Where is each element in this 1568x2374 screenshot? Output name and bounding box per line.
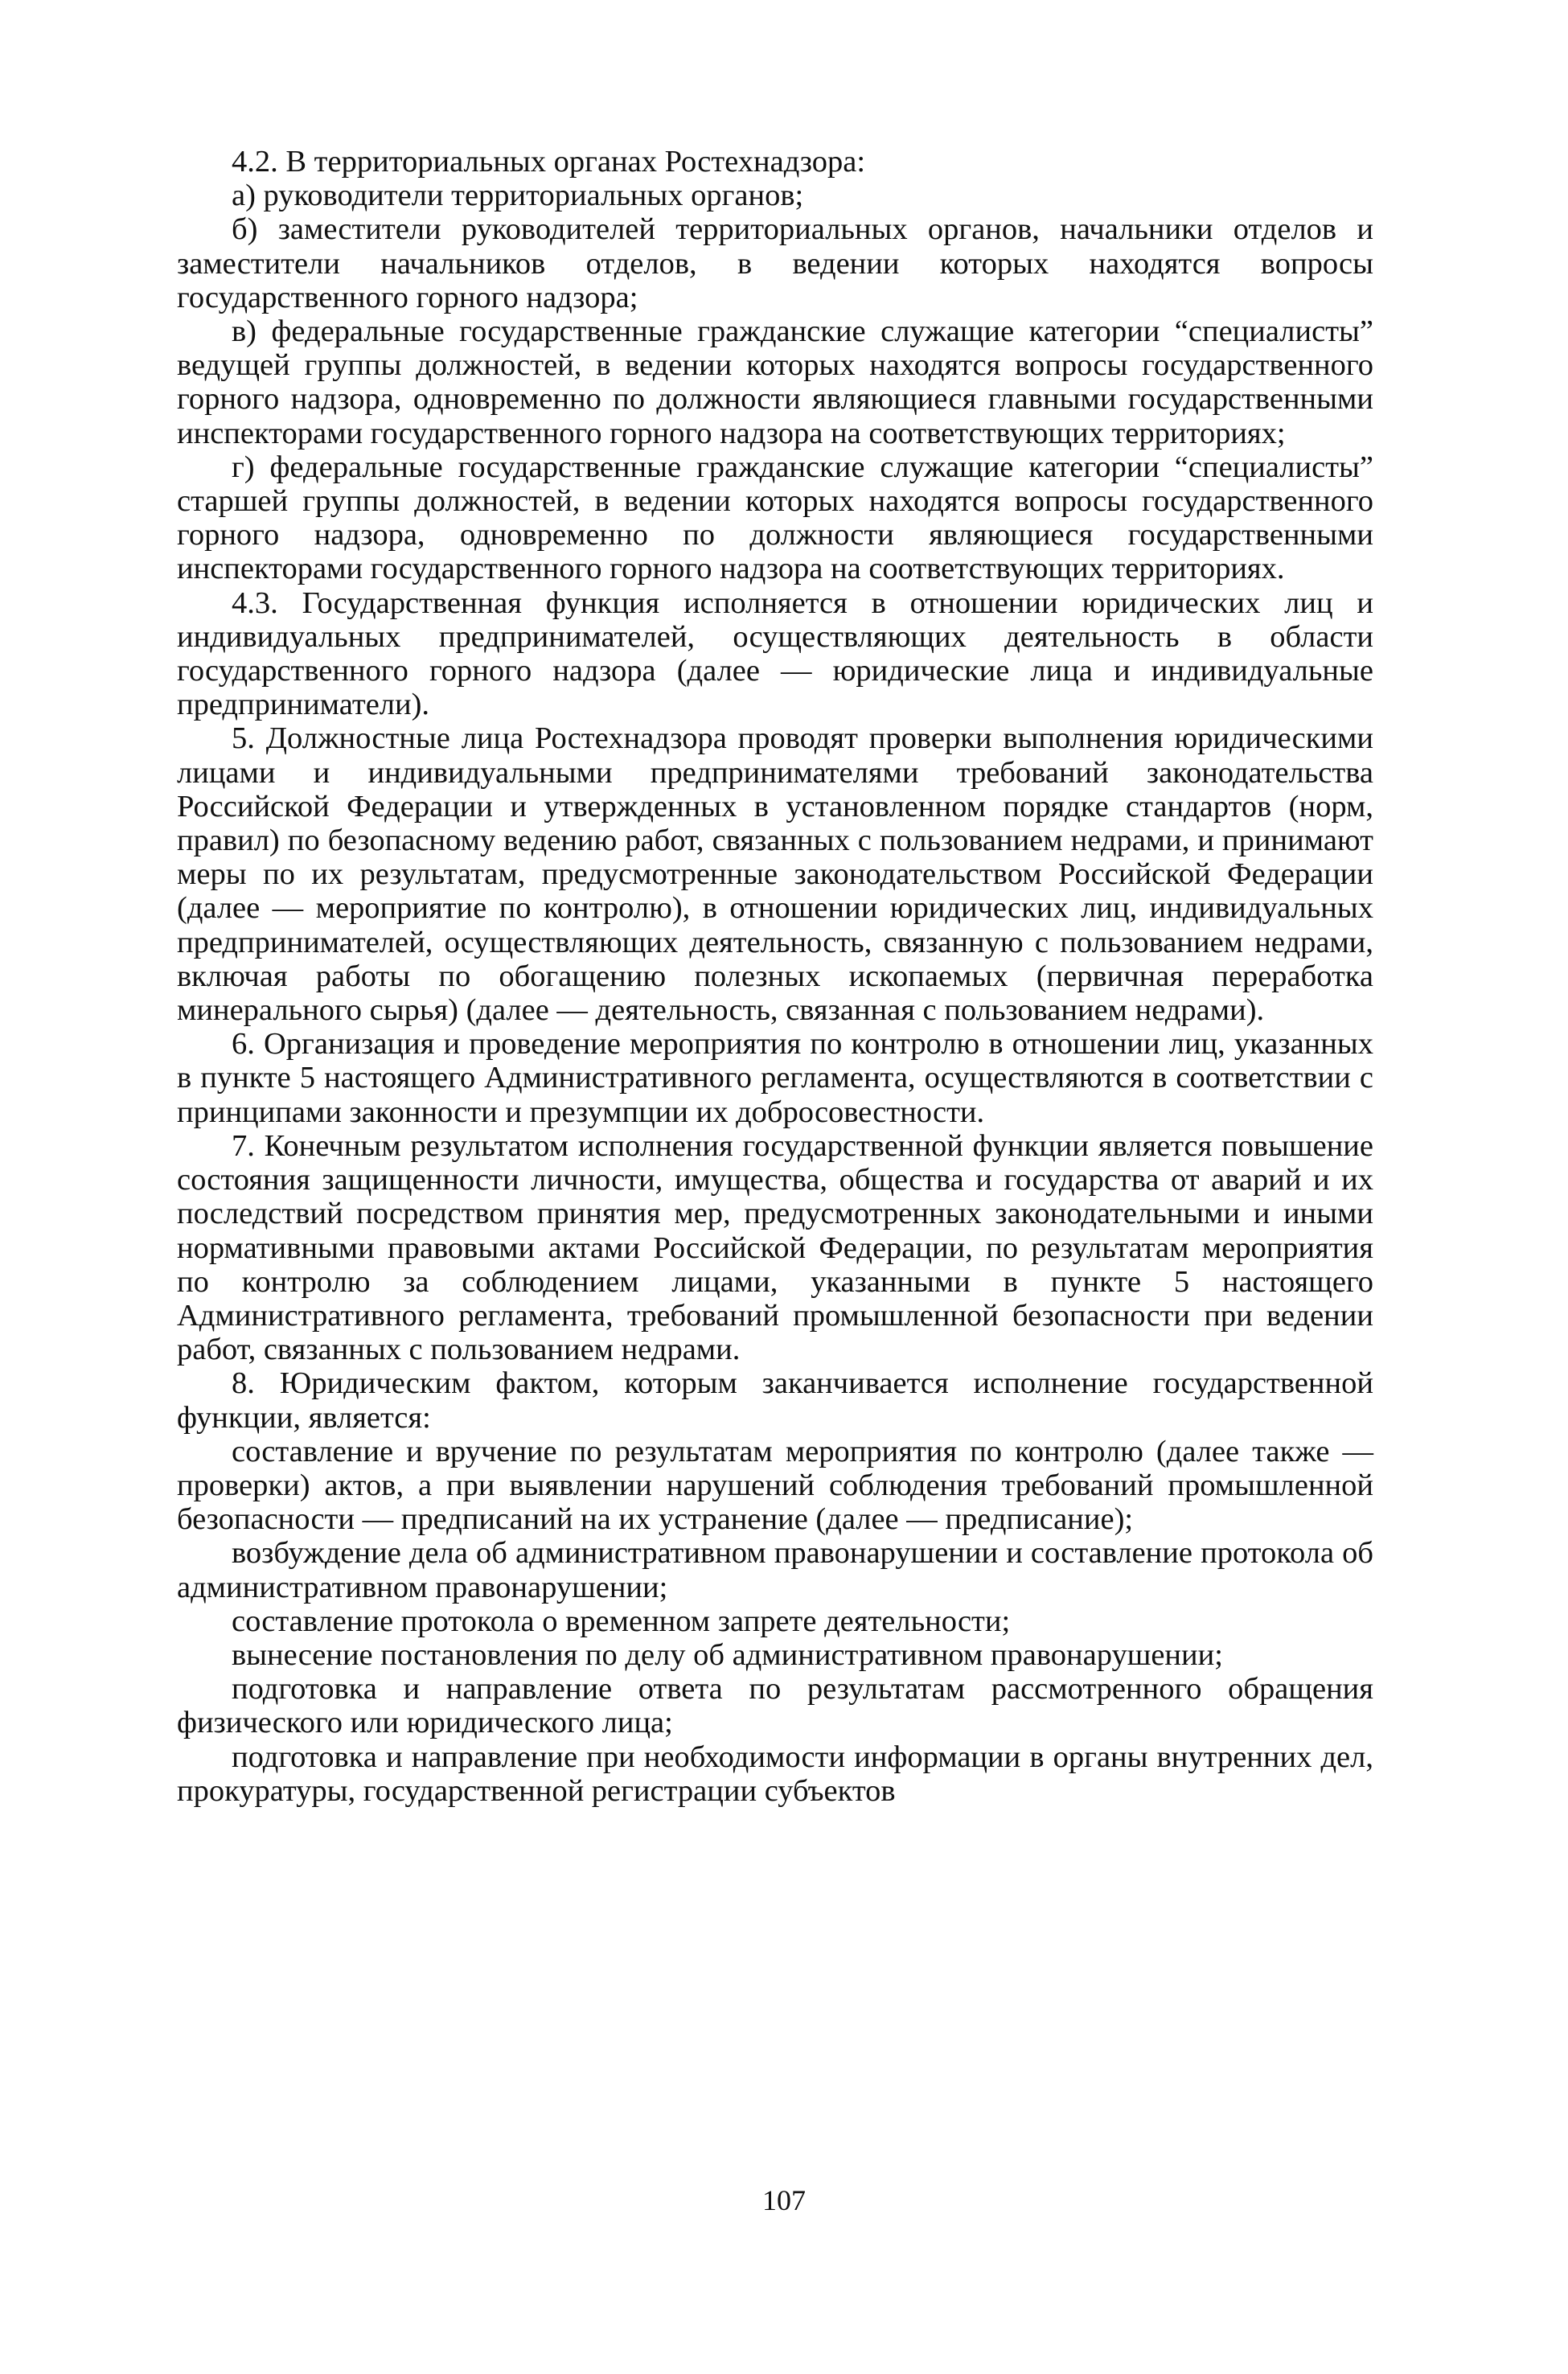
paragraph-8-item-4: вынесение постановления по делу об административном правонарушении; <box>232 1637 1223 1672</box>
paragraph-7: 7. Конечным результатом исполнения государственной функции является повышение состояния защищенности личности, имущества, общества и государства от аварий и их последствий посредством принятия мер, предусмотренных законодательными и иными нормативными правовыми актами Российской Федерации, по результатам мероприятия по контролю за соблюдением лицами, указанными в пункте 5 настоящего Административного регламента, требований промышленной безопасности при ведении работ, связанных с пользованием недрами. <box>177 1128 1373 1367</box>
page-number: 107 <box>762 2184 806 2216</box>
paragraph-8-item-2: возбуждение дела об административном правонарушении и составление протокола об административном правонарушении; <box>177 1536 1373 1604</box>
paragraph-4-2: 4.2. В территориальных органах Ростехнадзора: <box>232 145 866 179</box>
paragraph-6: 6. Организация и проведение мероприятия по контролю в отношении лиц, указанных в пункте 5 настоящего Административного регламента, осуществляются в соответствии с принципами законности и презумпции их добросовестности. <box>177 1027 1373 1129</box>
paragraph-8-item-5: подготовка и направление ответа по результатам рассмотренного обращения физического или юридического лица; <box>177 1672 1373 1740</box>
paragraph-item-g: г) федеральные государственные гражданские служащие категории “специалисты” старшей группы должностей, в ведении которых находятся вопросы государственного горного надзора, одновременно по должности являющиеся государственными инспекторами государственного горного надзора на соответствующих территориях. <box>177 450 1373 586</box>
paragraph-8-item-1: составление и вручение по результатам мероприятия по контролю (далее также — проверки) актов, а при выявлении нарушений соблюдения требований промышленной безопасности — предписаний на их устранение (далее — предписание); <box>177 1434 1373 1537</box>
document-body <box>177 145 1373 1808</box>
paragraph-item-b: б) заместители руководителей территориальных органов, начальники отделов и заместители начальников отделов, в ведении которых находятся вопросы государственного горного надзора; <box>177 212 1373 314</box>
paragraph-4-3: 4.3. Государственная функция исполняется в отношении юридических лиц и индивидуальных предпринимателей, осуществляющих деятельность в области государственного горного надзора (далее — юридические лица и индивидуальные предприниматели). <box>177 585 1373 722</box>
paragraph-item-a: а) руководители территориальных органов; <box>232 179 804 213</box>
paragraph-8-item-6: подготовка и направление при необходимости информации в органы внутренних дел, прокуратуры, государственной регистрации субъектов <box>177 1739 1373 1808</box>
paragraph-8: 8. Юридическим фактом, которым заканчивается исполнение государственной функции, является: <box>177 1366 1373 1435</box>
paragraph-8-item-3: составление протокола о временном запрете деятельности; <box>232 1604 1011 1638</box>
paragraph-5: 5. Должностные лица Ростехнадзора проводят проверки выполнения юридическими лицами и индивидуальными предпринимателями требований законодательства Российской Федерации и утвержденных в установленном порядке стандартов (норм, правил) по безопасному ведению работ, связанных с пользованием недрами, и принимают меры по их результатам, предусмотренные законодательством Российской Федерации (далее — мероприятие по контролю), в отношении юридических лиц, индивидуальных предпринимателей, осуществляющих деятельность, связанную с пользованием недрами, включая работы по обогащению полезных ископаемых (первичная переработка минерального сырья) (далее — деятельность, связанная с пользованием недрами). <box>177 721 1373 1028</box>
paragraph-item-v: в) федеральные государственные гражданские служащие категории “специалисты” ведущей группы должностей, в ведении которых находятся вопросы государственного горного надзора, одновременно по должности являющиеся главными государственными инспекторами государственного горного надзора на соответствующих территориях; <box>177 314 1373 450</box>
